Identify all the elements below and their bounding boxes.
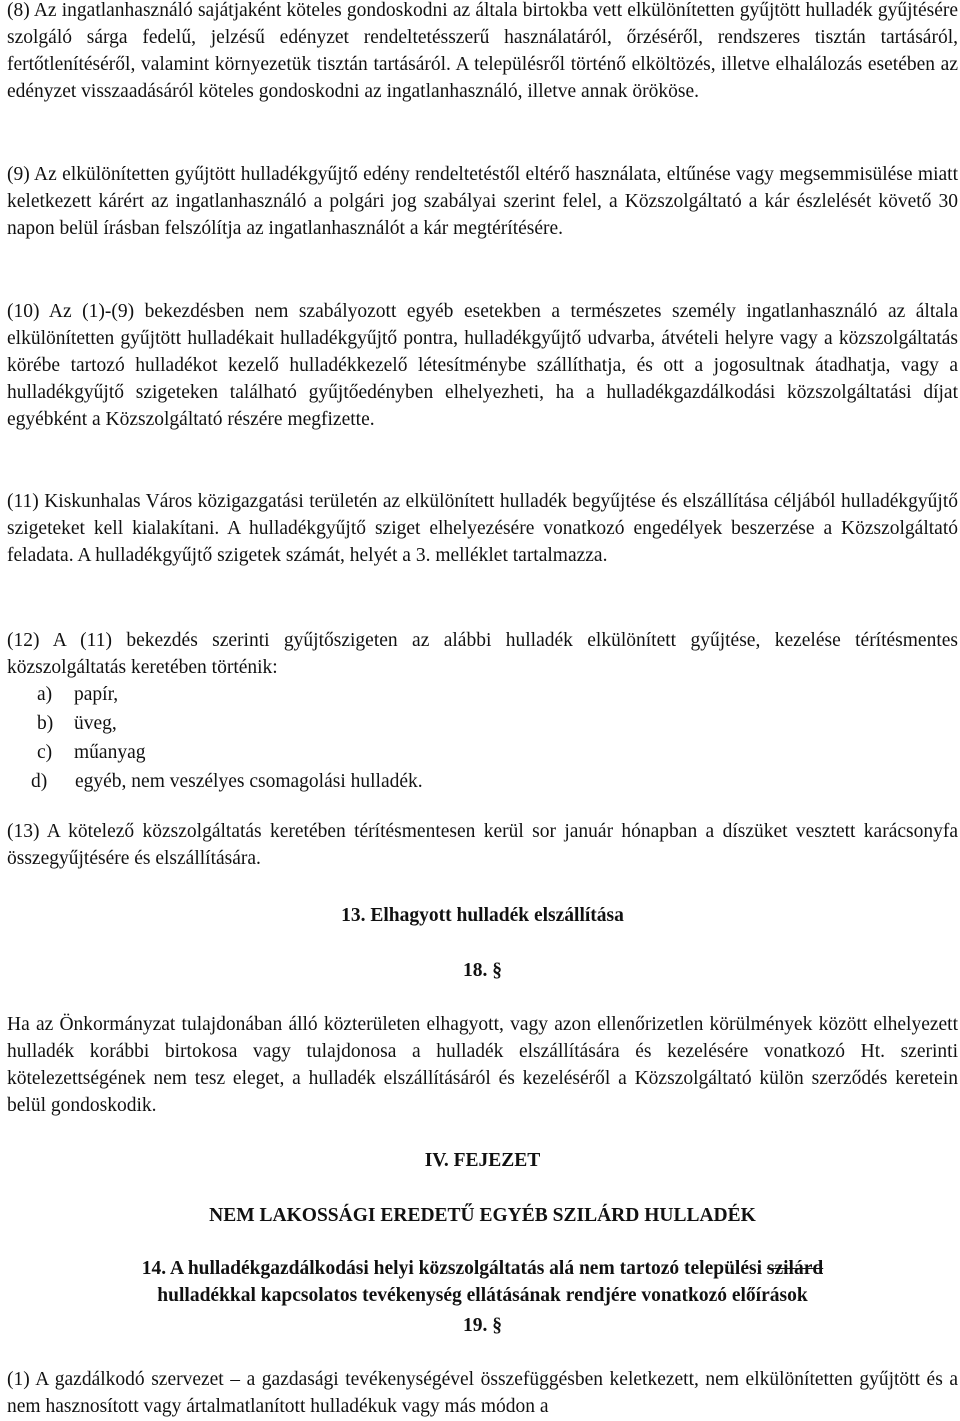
- list-item: [37, 680, 423, 709]
- paragraph-9: (9) Az elkülönítetten gyűjtött hulladékgyűjtő edény rendeltetéstől eltérő használata, eltűnése vagy megsemmisülése miatt keletkezett kárért az ingatlanhasználó a polgári jog szabályai szerint felel, a Közszolgáltató a kár észlelését követő 30 napon belül írásban felszólítja az ingatlanhasználót a kár megtérítésére.: [7, 164, 958, 239]
- struck-word: szilárd: [766, 1258, 824, 1279]
- paragraph-8: (8) Az ingatlanhasználó sajátjaként köteles gondoskodni az általa birtokba vett elkülönítetten gyűjtött hulladék gyűjtésére szolgáló sárga fedelű, jelzésű edényzet rendeltetésszerű használatáról, őrzéséről, rendszeres tisztán tartásáról, fertőtlenítéséről, valamint környezetük tisztán tartásáról. A településről történő elköltözés, illetve elhalálozás esetében az edényzet visszaadásáról köteles gondoskodni az ingatlanhasználó, illetve annak örököse.: [7, 0, 958, 102]
- waste-type-list: [31, 680, 423, 796]
- list-item: [37, 738, 423, 767]
- list-item-text: műanyag: [74, 742, 146, 763]
- chapter-number: IV. FEJEZET: [424, 1150, 541, 1171]
- list-item-label: b): [37, 713, 54, 734]
- list-item-label: a): [37, 684, 53, 705]
- paragraph-19-1: (1) A gazdálkodó szervezet – a gazdasági tevékenységével összefüggésben keletkezett, nem elkülönítetten gyűjtött és a nem hasznosított vagy ártalmatlanított hulladékuk vagy más módon a: [7, 1369, 958, 1417]
- list-item-text: egyéb, nem veszélyes csomagolási hulladék.: [75, 771, 423, 792]
- list-item-text: üveg,: [74, 713, 117, 734]
- paragraph-11: (11) Kiskunhalas Város közigazgatási területén az elkülönített hulladék begyűjtése és elszállítása céljából hulladékgyűjtő szigeteket kell kialakítani. A hulladékgyűjtő sziget elhelyezésére vonatkozó engedélyek beszerzése a Közszolgáltató feladata. A hulladékgyűjtő szigetek számát, helyét a 3. melléklet tartalmazza.: [7, 491, 958, 566]
- section-heading-13: 13. Elhagyott hulladék elszállítása: [341, 905, 624, 926]
- paragraph-12: (12) A (11) bekezdés szerinti gyűjtőszigeten az alábbi hulladék elkülönített gyűjtése, kezelése térítésmentes közszolgáltatás keretében történik:: [7, 630, 958, 678]
- heading-14-line2: hulladékkal kapcsolatos tevékenység ellátásának rendjére vonatkozó előírások: [157, 1285, 808, 1306]
- chapter-title: NEM LAKOSSÁGI EREDETŰ EGYÉB SZILÁRD HULLADÉK: [209, 1205, 756, 1226]
- heading-14-line1: 14. A hulladékgazdálkodási helyi közszolgáltatás alá nem tartozó települési: [141, 1258, 767, 1279]
- list-item: [31, 767, 423, 796]
- list-item-label: d): [31, 771, 48, 792]
- list-item-text: papír,: [74, 684, 119, 705]
- paragraph-18: Ha az Önkormányzat tulajdonában álló közterületen elhagyott, vagy azon ellenőrizetlen körülmények között elhelyezett hulladék korábbi birtokosa vagy tulajdonosa a hulladék elszállítására és kezelésére vonatkozó Ht. szerinti kötelezettségének nem tesz eleget, a hulladék elszállításáról és kezeléséről a Közszolgáltató külön szerződés keretein belül gondoskodik.: [7, 1014, 958, 1116]
- section-number-18: 18. §: [463, 960, 502, 981]
- paragraph-10: (10) Az (1)-(9) bekezdésben nem szabályozott egyéb esetekben a természetes személy ingatlanhasználó az általa elkülönítetten gyűjtött hulladékait hulladékgyűjtő pontra, hulladékgyűjtő udvarba, átvételi helyre vagy a közszolgáltatás körébe tartozó hulladékot kezelő hulladékkezelő létesítménybe szállíthatja, és ott a jogosultnak átadhatja, vagy a hulladékgyűjtő szigeteken található gyűjtőedényben elhelyezheti, ha a hulladékgazdálkodási közszolgáltatási díjat egyébként a Közszolgáltató részére megfizette.: [7, 301, 958, 430]
- paragraph-13: (13) A kötelező közszolgáltatás keretében térítésmentesen kerül sor január hónapban a díszüket vesztett karácsonyfa összegyűjtésére és elszállítására.: [7, 821, 958, 869]
- section-heading-14: [7, 1255, 958, 1309]
- list-item: [37, 709, 423, 738]
- section-number-19: 19. §: [463, 1315, 502, 1336]
- list-item-label: c): [37, 742, 53, 763]
